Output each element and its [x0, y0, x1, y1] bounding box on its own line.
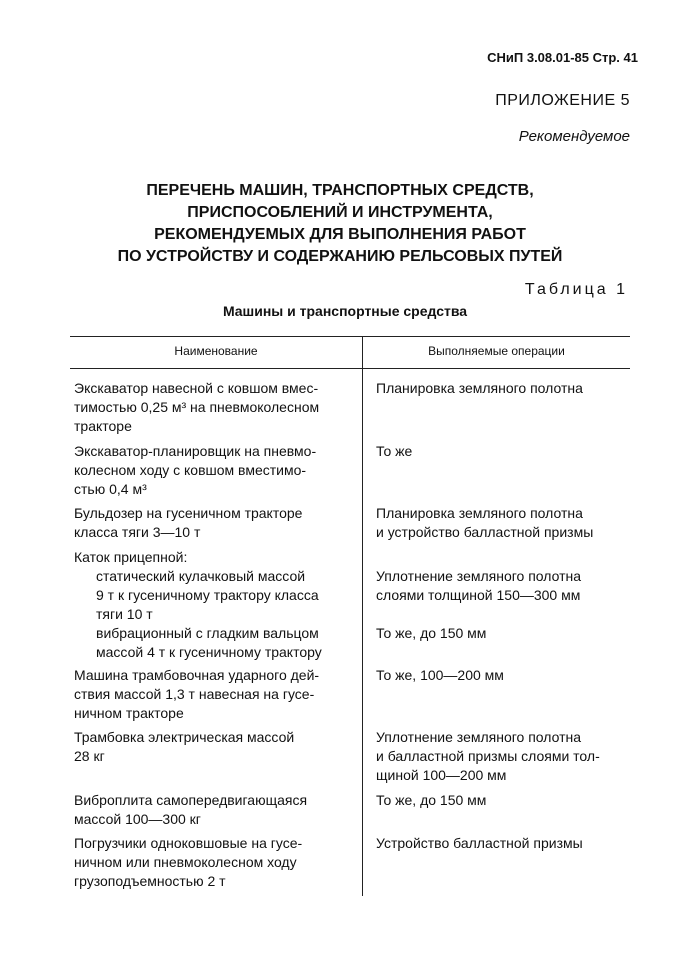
- text-line: 9 т к гусеничному трактору класса: [96, 587, 319, 603]
- text-line: Бульдозер на гусеничном тракторе: [74, 505, 303, 521]
- row-name-loaders: [74, 834, 356, 891]
- row-name-excavator-planner: [74, 442, 356, 499]
- text-line: Экскаватор-планировщик на пневмо-: [74, 443, 317, 459]
- row-name-electric-rammer: [74, 728, 356, 766]
- appendix-status: Рекомендуемое: [518, 128, 630, 145]
- text-line: Машина трамбовочная ударного дей-: [74, 667, 320, 683]
- text-line: слоями толщиной 150—300 мм: [376, 587, 581, 603]
- text-line: Погрузчики одноковшовые на гусе-: [74, 835, 303, 851]
- row-name-bulldozer: [74, 504, 356, 542]
- text-line: массой 4 т к гусеничному трактору: [96, 644, 322, 660]
- table-top-rule: [70, 336, 630, 337]
- text-line: класса тяги 3—10 т: [74, 524, 201, 540]
- text-line: Устройство балластной призмы: [376, 835, 583, 851]
- row-op-electric-rammer: [376, 728, 628, 785]
- text-line: Каток прицепной:: [74, 549, 188, 565]
- table-caption: Машины и транспортные средства: [222, 303, 468, 319]
- text-line: тяги 10 т: [96, 606, 153, 622]
- title-line: РЕКОМЕНДУЕМЫХ ДЛЯ ВЫПОЛНЕНИЯ РАБОТ: [154, 226, 526, 243]
- document-code: СНиП 3.08.01-85 Стр. 41: [487, 50, 638, 65]
- row-op-bulldozer: [376, 504, 628, 542]
- text-line: То же: [376, 443, 413, 459]
- text-line: То же, до 150 мм: [376, 792, 487, 808]
- text-line: Уплотнение земляного полотна: [376, 568, 582, 584]
- row-name-roller-trailed: [74, 548, 356, 567]
- machines-table: [70, 336, 630, 896]
- text-line: тракторе: [74, 418, 132, 434]
- text-line: ничном тракторе: [74, 705, 184, 721]
- title-line: ПРИСПОСОБЛЕНИЙ И ИНСТРУМЕНТА,: [187, 204, 493, 221]
- row-name-roller-static: [74, 567, 356, 624]
- row-op-loaders: [376, 834, 628, 853]
- row-op-excavator-planner: [376, 442, 628, 461]
- title-line: ПЕРЕЧЕНЬ МАШИН, ТРАНСПОРТНЫХ СРЕДСТВ,: [146, 182, 534, 199]
- text-line: и устройство балластной призмы: [376, 524, 594, 540]
- text-line: тимостью 0,25 м³ на пневмоколесном: [74, 399, 320, 415]
- table-column-divider: [362, 336, 363, 896]
- text-line: щиной 100—200 мм: [376, 767, 507, 783]
- text-line: Уплотнение земляного полотна: [376, 729, 582, 745]
- text-line: вибрационный с гладким вальцом: [96, 625, 319, 641]
- text-line: ствия массой 1,3 т навесная на гусе-: [74, 686, 315, 702]
- text-line: статический кулачковый массой: [96, 568, 306, 584]
- appendix-title: ПРИЛОЖЕНИЕ 5: [495, 92, 630, 109]
- document-title: [60, 180, 620, 268]
- text-line: стью 0,4 м³: [74, 481, 147, 497]
- row-name-roller-vibratory: [74, 624, 356, 662]
- text-line: массой 100—300 кг: [74, 811, 201, 827]
- text-line: Трамбовка электрическая массой: [74, 729, 295, 745]
- text-line: Планировка земляного полотна: [376, 505, 583, 521]
- text-line: 28 кг: [74, 748, 105, 764]
- text-line: То же, 100—200 мм: [376, 667, 504, 683]
- column-header-operations: Выполняемые операции: [428, 344, 565, 358]
- row-name-excavator-mounted: [74, 379, 356, 436]
- row-op-tamping-machine: [376, 666, 628, 685]
- table-header-rule: [70, 368, 630, 369]
- text-line: и балластной призмы слоями тол-: [376, 748, 600, 764]
- text-line: Планировка земляного полотна: [376, 380, 583, 396]
- row-name-tamping-machine: [74, 666, 356, 723]
- text-line: грузоподъемностью 2 т: [74, 873, 226, 889]
- column-header-name: Наименование: [174, 344, 258, 358]
- title-line: ПО УСТРОЙСТВУ И СОДЕРЖАНИЮ РЕЛЬСОВЫХ ПУТЕЙ: [117, 248, 563, 265]
- table-label: Таблица 1: [524, 281, 628, 298]
- text-line: колесном ходу с ковшом вместимо-: [74, 462, 307, 478]
- row-op-vibrating-plate: [376, 791, 628, 810]
- text-line: То же, до 150 мм: [376, 625, 487, 641]
- text-line: Виброплита самопередвигающаяся: [74, 792, 308, 808]
- row-op-roller-static: [376, 567, 628, 605]
- row-op-roller-vibratory: [376, 624, 628, 643]
- text-line: ничном или пневмоколесном ходу: [74, 854, 297, 870]
- row-op-excavator-mounted: [376, 379, 628, 398]
- text-line: Экскаватор навесной с ковшом вмес-: [74, 380, 319, 396]
- row-name-vibrating-plate: [74, 791, 356, 829]
